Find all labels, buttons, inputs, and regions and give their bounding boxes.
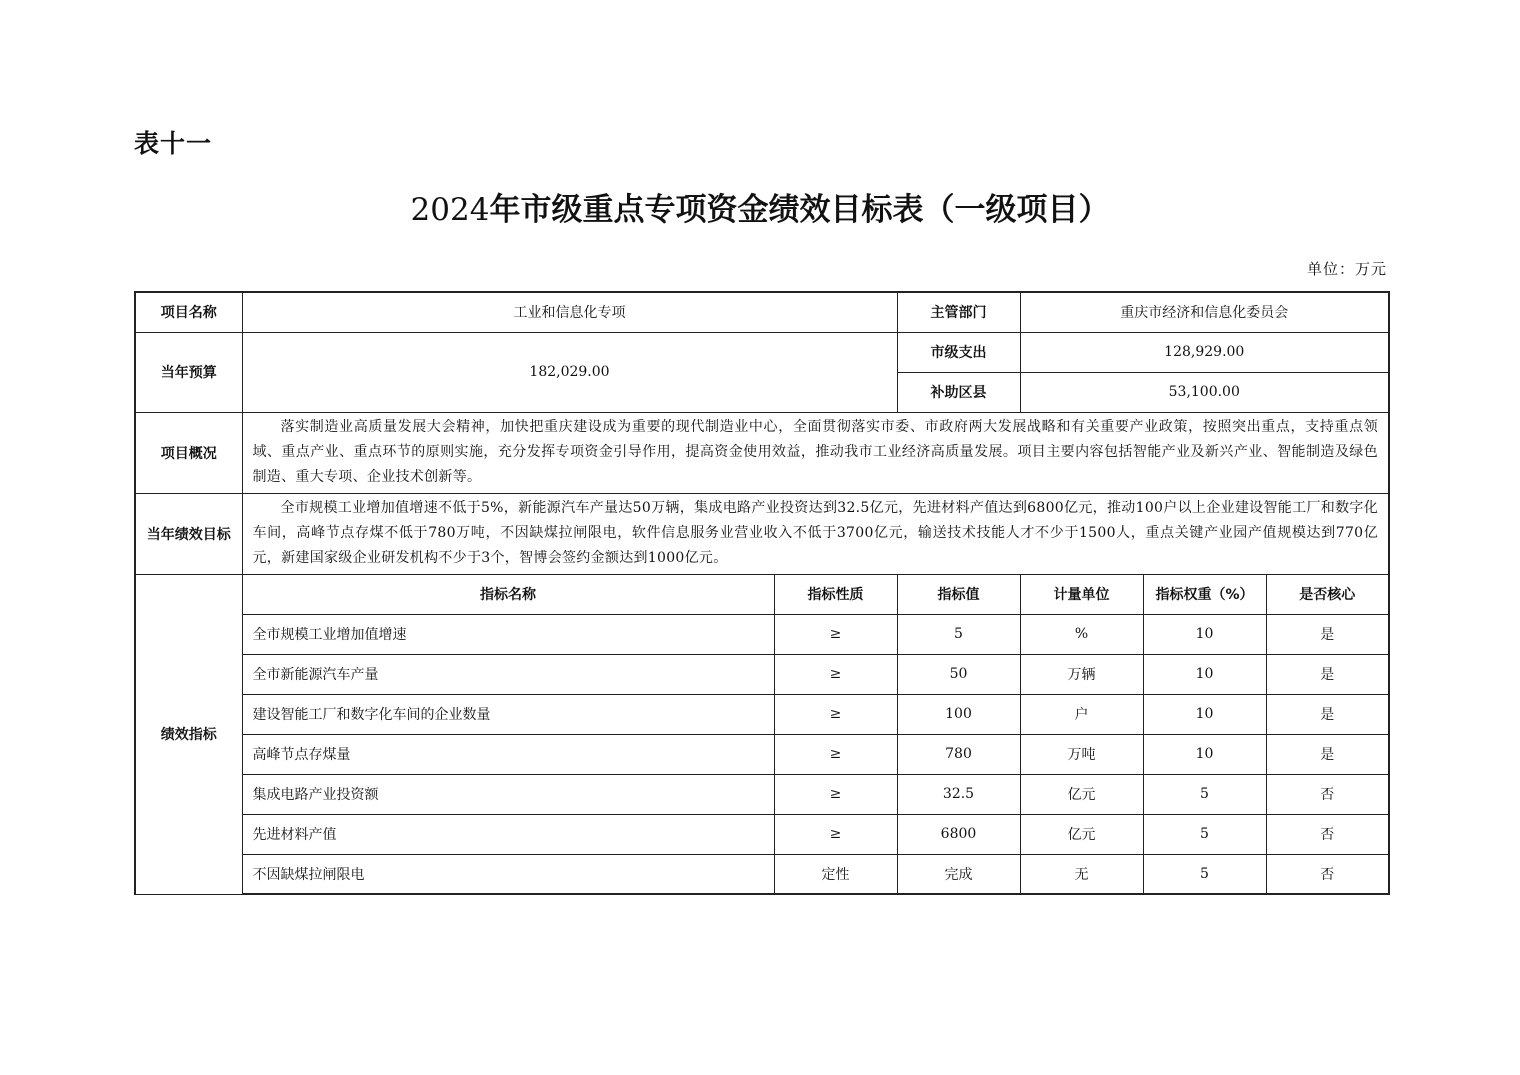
header-weight: 指标权重（%） [1143, 574, 1266, 614]
table-row [135, 734, 1389, 774]
indicator-unit: 亿元 [1020, 774, 1143, 814]
annual-goal-text: 全市规模工业增加值增速不低于5%，新能源汽车产量达50万辆，集成电路产业投资达到32.5亿元，先进材料产值达到6800亿元，推动100户以上企业建设智能工厂和数字化车间，高峰节点存煤不低于780万吨，不因缺煤拉闸限电，软件信息服务业营业收入不低于3700亿元，输送技术技能人才不少于1500人，重点关键产业园产值规模达到770亿元，新建国家级企业研发机构不少于3个，智博会签约金额达到1000亿元。 [242, 493, 1389, 574]
performance-target-table [134, 291, 1390, 895]
indicator-weight: 10 [1143, 654, 1266, 694]
indicator-value: 32.5 [897, 774, 1020, 814]
row-overview [135, 412, 1389, 493]
dept-label: 主管部门 [897, 292, 1020, 332]
header-is-core: 是否核心 [1266, 574, 1389, 614]
indicator-name: 集成电路产业投资额 [242, 774, 774, 814]
indicator-weight: 10 [1143, 694, 1266, 734]
indicator-unit: 万吨 [1020, 734, 1143, 774]
county-subsidy-value: 53,100.00 [1020, 372, 1389, 412]
table-row [135, 614, 1389, 654]
project-name-value: 工业和信息化专项 [242, 292, 897, 332]
indicator-weight: 5 [1143, 854, 1266, 894]
overview-label: 项目概况 [135, 412, 242, 493]
title-text: 年市级重点专项资金绩效目标表（一级项目） [489, 192, 1110, 228]
indicator-value: 100 [897, 694, 1020, 734]
indicator-nature: ≥ [774, 734, 897, 774]
header-unit: 计量单位 [1020, 574, 1143, 614]
indicator-weight: 5 [1143, 774, 1266, 814]
indicator-is-core: 是 [1266, 614, 1389, 654]
overview-text: 落实制造业高质量发展大会精神，加快把重庆建设成为重要的现代制造业中心，全面贯彻落实市委、市政府两大发展战略和有关重要产业政策，按照突出重点，支持重点领域、重点产业、重点环节的原则实施，充分发挥专项资金引导作用，提高资金使用效益，推动我市工业经济高质量发展。项目主要内容包括智能产业及新兴产业、智能制造及绿色制造、重大专项、企业技术创新等。 [242, 412, 1389, 493]
indicator-weight: 10 [1143, 614, 1266, 654]
budget-value: 182,029.00 [242, 332, 897, 412]
indicator-is-core: 否 [1266, 854, 1389, 894]
city-expense-label: 市级支出 [897, 332, 1020, 372]
indicator-is-core: 否 [1266, 814, 1389, 854]
dept-value: 重庆市经济和信息化委员会 [1020, 292, 1389, 332]
row-project-name [135, 292, 1389, 332]
indicator-value: 6800 [897, 814, 1020, 854]
indicator-is-core: 是 [1266, 734, 1389, 774]
indicator-weight: 10 [1143, 734, 1266, 774]
indicator-name: 全市规模工业增加值增速 [242, 614, 774, 654]
indicator-name: 不因缺煤拉闸限电 [242, 854, 774, 894]
budget-label: 当年预算 [135, 332, 242, 412]
title-year: 2024 [410, 192, 490, 228]
indicator-name: 先进材料产值 [242, 814, 774, 854]
city-expense-value: 128,929.00 [1020, 332, 1389, 372]
indicator-nature: ≥ [774, 774, 897, 814]
indicator-unit: 户 [1020, 694, 1143, 734]
table-row [135, 774, 1389, 814]
indicator-is-core: 是 [1266, 694, 1389, 734]
row-annual-goal [135, 493, 1389, 574]
indicator-name: 高峰节点存煤量 [242, 734, 774, 774]
county-subsidy-label: 补助区县 [897, 372, 1020, 412]
indicator-unit: 万辆 [1020, 654, 1143, 694]
indicator-value: 50 [897, 654, 1020, 694]
table-row [135, 814, 1389, 854]
indicator-weight: 5 [1143, 814, 1266, 854]
table-row [135, 654, 1389, 694]
indicator-is-core: 否 [1266, 774, 1389, 814]
indicator-nature: ≥ [774, 654, 897, 694]
indicator-name: 建设智能工厂和数字化车间的企业数量 [242, 694, 774, 734]
document-title [0, 190, 1520, 230]
indicator-name: 全市新能源汽车产量 [242, 654, 774, 694]
header-indicator-nature: 指标性质 [774, 574, 897, 614]
indicator-header-row [135, 574, 1389, 614]
indicator-is-core: 是 [1266, 654, 1389, 694]
indicators-section-label: 绩效指标 [135, 574, 242, 894]
project-name-label: 项目名称 [135, 292, 242, 332]
table-row [135, 854, 1389, 894]
indicator-unit: 亿元 [1020, 814, 1143, 854]
indicator-value: 完成 [897, 854, 1020, 894]
row-budget [135, 332, 1389, 372]
indicator-value: 780 [897, 734, 1020, 774]
indicator-value: 5 [897, 614, 1020, 654]
header-indicator-value: 指标值 [897, 574, 1020, 614]
indicator-nature: ≥ [774, 694, 897, 734]
indicator-nature: 定性 [774, 854, 897, 894]
indicator-unit: % [1020, 614, 1143, 654]
annual-goal-label: 当年绩效目标 [135, 493, 242, 574]
unit-label: 单位：万元 [1306, 260, 1387, 278]
header-indicator-name: 指标名称 [242, 574, 774, 614]
table-label: 表十一 [134, 129, 213, 158]
table-row [135, 694, 1389, 734]
indicator-nature: ≥ [774, 614, 897, 654]
indicator-nature: ≥ [774, 814, 897, 854]
indicator-unit: 无 [1020, 854, 1143, 894]
